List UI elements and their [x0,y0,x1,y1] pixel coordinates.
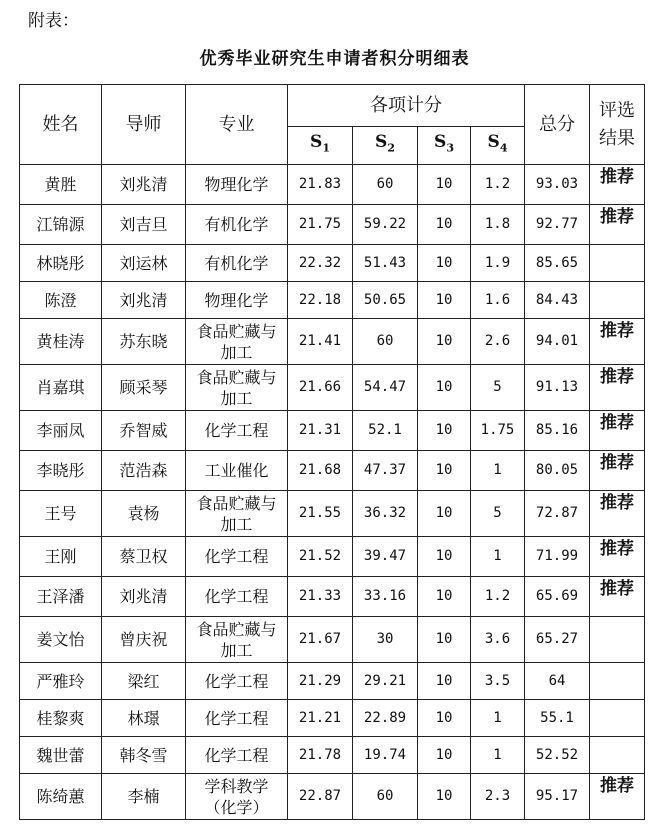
cell-advisor: 刘兆清 [102,577,186,617]
cell-major: 化学工程 [186,737,288,774]
cell-s3: 10 [418,365,471,411]
cell-advisor: 范浩森 [102,451,186,491]
cell-result: 推荐 [590,537,645,577]
cell-s1: 21.29 [288,663,353,700]
table-row [20,577,645,617]
cell-s1: 21.21 [288,700,353,737]
cell-major: 食品贮藏与加工 [186,617,288,663]
cell-total: 85.65 [525,245,590,282]
cell-major: 化学工程 [186,700,288,737]
cell-advisor: 乔智威 [102,411,186,451]
cell-s4: 3.6 [471,617,525,663]
score-table [19,84,645,820]
cell-s4: 1 [471,537,525,577]
cell-s3: 10 [418,411,471,451]
table-row [20,411,645,451]
cell-result: 推荐 [590,319,645,365]
cell-s3: 10 [418,700,471,737]
cell-total: 84.43 [525,282,590,319]
cell-s4: 1.8 [471,205,525,245]
cell-major: 食品贮藏与加工 [186,491,288,537]
cell-s1: 21.78 [288,737,353,774]
cell-s3: 10 [418,165,471,205]
cell-advisor: 韩冬雪 [102,737,186,774]
cell-s1: 21.41 [288,319,353,365]
appendix-label: 附表： [28,11,79,31]
cell-s4: 1 [471,451,525,491]
header-s4: $S_4$ [471,127,525,165]
cell-s1: 21.31 [288,411,353,451]
cell-s1: 22.87 [288,774,353,820]
cell-s3: 10 [418,663,471,700]
cell-advisor: 袁杨 [102,491,186,537]
cell-total: 64 [525,663,590,700]
cell-s1: 22.32 [288,245,353,282]
cell-result [590,617,645,663]
cell-result [590,245,645,282]
cell-s4: 1.9 [471,245,525,282]
cell-total: 80.05 [525,451,590,491]
header-name: 姓名 [20,85,102,165]
table-row [20,774,645,820]
cell-advisor: 蔡卫权 [102,537,186,577]
cell-name: 王号 [20,491,102,537]
header-result-line1: 评选 [599,99,635,121]
cell-s4: 1 [471,700,525,737]
cell-s3: 10 [418,205,471,245]
cell-total: 72.87 [525,491,590,537]
cell-total: 91.13 [525,365,590,411]
cell-name: 黄胜 [20,165,102,205]
cell-result [590,663,645,700]
header-total: 总分 [525,85,590,165]
header-scores-group: 各项计分 [288,85,525,127]
cell-s4: 5 [471,365,525,411]
cell-result: 推荐 [590,411,645,451]
cell-s4: 3.5 [471,663,525,700]
cell-s1: 22.18 [288,282,353,319]
cell-advisor: 曾庆祝 [102,617,186,663]
table-row [20,451,645,491]
cell-major: 有机化学 [186,245,288,282]
table-row [20,663,645,700]
cell-result [590,700,645,737]
cell-name: 林晓彤 [20,245,102,282]
cell-advisor: 苏东晓 [102,319,186,365]
table-row [20,737,645,774]
document-title: 优秀毕业研究生申请者积分明细表 [199,49,470,69]
cell-major: 化学工程 [186,577,288,617]
cell-advisor: 刘兆清 [102,282,186,319]
cell-name: 桂黎爽 [20,700,102,737]
cell-major: 学科教学（化学） [186,774,288,820]
cell-s2: 30 [353,617,418,663]
table-row [20,245,645,282]
cell-major: 化学工程 [186,537,288,577]
cell-total: 55.1 [525,700,590,737]
cell-name: 李晓彤 [20,451,102,491]
cell-name: 肖嘉琪 [20,365,102,411]
cell-name: 姜文怡 [20,617,102,663]
cell-s2: 22.89 [353,700,418,737]
table-row [20,537,645,577]
cell-s4: 1.2 [471,165,525,205]
cell-s4: 1.75 [471,411,525,451]
cell-total: 65.27 [525,617,590,663]
cell-s2: 50.65 [353,282,418,319]
cell-total: 65.69 [525,577,590,617]
cell-major: 物理化学 [186,282,288,319]
cell-s4: 1 [471,737,525,774]
cell-s2: 36.32 [353,491,418,537]
table-row [20,165,645,205]
cell-name: 王泽潘 [20,577,102,617]
cell-result: 推荐 [590,451,645,491]
cell-major: 化学工程 [186,411,288,451]
cell-s1: 21.55 [288,491,353,537]
header-s1: $S_1$ [288,127,353,165]
table-row [20,491,645,537]
cell-s3: 10 [418,537,471,577]
cell-s1: 21.67 [288,617,353,663]
cell-result: 推荐 [590,205,645,245]
cell-total: 85.16 [525,411,590,451]
cell-advisor: 林璟 [102,700,186,737]
cell-major: 食品贮藏与加工 [186,365,288,411]
cell-s1: 21.52 [288,537,353,577]
cell-s3: 10 [418,774,471,820]
cell-s1: 21.66 [288,365,353,411]
cell-s2: 39.47 [353,537,418,577]
cell-s2: 19.74 [353,737,418,774]
cell-name: 陈绮蕙 [20,774,102,820]
cell-s2: 51.43 [353,245,418,282]
cell-s2: 54.47 [353,365,418,411]
cell-s2: 60 [353,319,418,365]
cell-s1: 21.33 [288,577,353,617]
cell-result [590,737,645,774]
cell-s2: 60 [353,774,418,820]
cell-result: 推荐 [590,577,645,617]
table-body [20,165,645,820]
cell-s4: 1.6 [471,282,525,319]
cell-s1: 21.83 [288,165,353,205]
cell-name: 李丽凤 [20,411,102,451]
cell-total: 52.52 [525,737,590,774]
header-advisor: 导师 [102,85,186,165]
cell-name: 江锦源 [20,205,102,245]
cell-s3: 10 [418,617,471,663]
table-row [20,205,645,245]
table-row [20,282,645,319]
cell-total: 93.03 [525,165,590,205]
cell-total: 92.77 [525,205,590,245]
header-result [590,85,645,165]
cell-s3: 10 [418,451,471,491]
cell-name: 严雅玲 [20,663,102,700]
cell-advisor: 李楠 [102,774,186,820]
cell-total: 94.01 [525,319,590,365]
cell-name: 王刚 [20,537,102,577]
cell-total: 71.99 [525,537,590,577]
cell-s4: 2.6 [471,319,525,365]
cell-major: 有机化学 [186,205,288,245]
cell-s2: 52.1 [353,411,418,451]
cell-advisor: 梁红 [102,663,186,700]
cell-s1: 21.75 [288,205,353,245]
header-major: 专业 [186,85,288,165]
cell-major: 化学工程 [186,663,288,700]
cell-result: 推荐 [590,491,645,537]
cell-s3: 10 [418,737,471,774]
cell-total: 95.17 [525,774,590,820]
cell-result: 推荐 [590,774,645,820]
cell-advisor: 刘兆清 [102,165,186,205]
cell-s4: 1.2 [471,577,525,617]
cell-s3: 10 [418,282,471,319]
header-result-line2: 结果 [599,127,635,149]
cell-name: 黄桂涛 [20,319,102,365]
cell-name: 魏世蕾 [20,737,102,774]
cell-s2: 60 [353,165,418,205]
cell-s2: 29.21 [353,663,418,700]
header-s2: $S_2$ [353,127,418,165]
table-row [20,365,645,411]
cell-s1: 21.68 [288,451,353,491]
cell-major: 工业催化 [186,451,288,491]
table-row [20,319,645,365]
cell-s3: 10 [418,577,471,617]
cell-advisor: 刘吉旦 [102,205,186,245]
cell-major: 物理化学 [186,165,288,205]
header-s3: $S_3$ [418,127,471,165]
cell-s4: 5 [471,491,525,537]
cell-s3: 10 [418,245,471,282]
cell-s3: 10 [418,491,471,537]
table-row [20,700,645,737]
cell-major: 食品贮藏与加工 [186,319,288,365]
cell-s2: 47.37 [353,451,418,491]
cell-result [590,282,645,319]
cell-name: 陈澄 [20,282,102,319]
cell-result: 推荐 [590,165,645,205]
table-row [20,617,645,663]
cell-result: 推荐 [590,365,645,411]
cell-advisor: 刘运林 [102,245,186,282]
cell-s2: 33.16 [353,577,418,617]
cell-s2: 59.22 [353,205,418,245]
cell-s3: 10 [418,319,471,365]
cell-s4: 2.3 [471,774,525,820]
cell-advisor: 顾采琴 [102,365,186,411]
